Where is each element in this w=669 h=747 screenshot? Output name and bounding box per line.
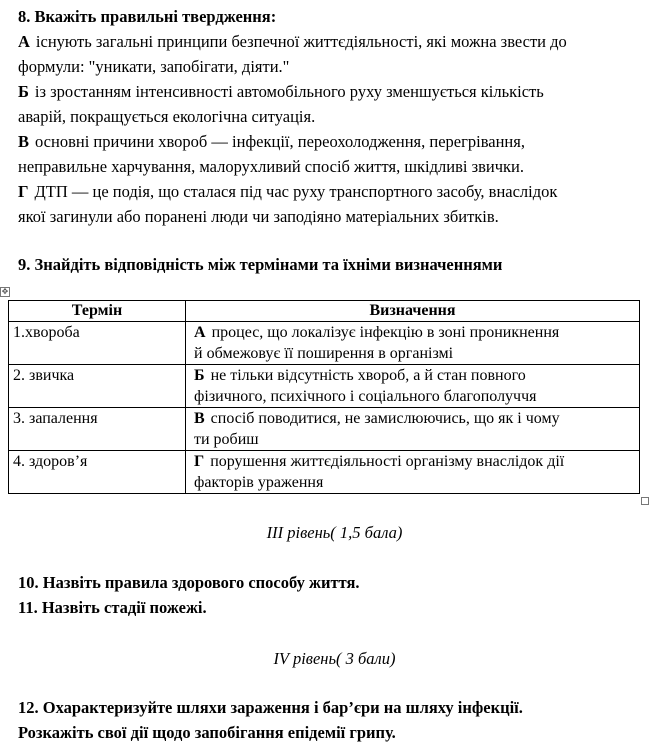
table-row <box>9 365 640 408</box>
definition-letter: Б <box>194 367 205 384</box>
definition-text: порушення життєдіяльності організму внаслідок дії <box>210 453 565 470</box>
question-12-line-1: 12. Охарактеризуйте шляхи зараження і бар’єри на шляху інфекції. <box>18 698 523 717</box>
option-text-cont: неправильне харчування, малорухливий спосіб життя, шкідливі звички. <box>18 157 524 176</box>
option-letter: А <box>18 32 30 51</box>
definition-cell <box>186 322 640 365</box>
q8-option-d <box>18 179 648 229</box>
definition-text-cont: фізичного, психічного і соціального благополуччя <box>194 388 537 405</box>
option-text-cont: якої загинули або поранені люди чи заподіяно матеріальних збитків. <box>18 207 499 226</box>
definition-letter: А <box>194 324 206 341</box>
definition-text-cont: й обмежовує її поширення в організмі <box>194 345 454 362</box>
option-text: основні причини хвороб — інфекції, переохолодження, перегрівання, <box>35 132 525 151</box>
level-3-heading: ІІІ рівень( 1,5 бала) <box>266 523 403 542</box>
question-8-title: 8. Вкажіть правильні твердження: <box>18 7 277 26</box>
definition-letter: Г <box>194 453 205 470</box>
matching-table <box>8 300 640 494</box>
table-row <box>9 451 640 494</box>
option-text-cont: формули: "уникати, запобігати, діяти." <box>18 57 290 76</box>
definition-cell <box>186 451 640 494</box>
term-cell: 2. звичка <box>9 365 186 408</box>
q8-option-b <box>18 79 648 129</box>
question-11: 11. Назвіть стадії пожежі. <box>18 598 207 617</box>
option-text: існують загальні принципи безпечної життєдіяльності, які можна звести до <box>35 32 567 51</box>
option-letter: Г <box>18 182 29 201</box>
question-9-title: 9. Знайдіть відповідність між термінами та їхніми визначеннями <box>18 255 503 274</box>
table-resize-handle[interactable] <box>641 497 649 505</box>
question-8-block <box>18 4 648 277</box>
definition-cell <box>186 365 640 408</box>
option-letter: Б <box>18 82 29 101</box>
definition-text-cont: ти робиш <box>194 431 259 448</box>
q8-option-c <box>18 129 648 179</box>
question-12-line-2: Розкажіть свої дії щодо запобігання епідемії грипу. <box>18 723 396 742</box>
option-text: із зростанням інтенсивності автомобільного руху зменшується кількість <box>34 82 544 101</box>
definition-text: спосіб поводитися, не замислюючись, що як і чому <box>210 410 560 427</box>
definition-text: не тільки відсутність хвороб, а й стан повного <box>210 367 526 384</box>
term-cell: 1.хвороба <box>9 322 186 365</box>
table-header-row <box>9 301 640 322</box>
definition-letter: В <box>194 410 205 427</box>
table-row <box>9 408 640 451</box>
column-header-definition: Визначення <box>186 301 640 322</box>
column-header-term: Термін <box>9 301 186 322</box>
q8-option-a <box>18 29 648 79</box>
term-cell: 3. запалення <box>9 408 186 451</box>
level-4-heading: IV рівень( 3 бали) <box>273 649 396 668</box>
table-move-handle-icon[interactable]: ✥ <box>1 287 9 296</box>
definition-text: процес, що локалізує інфекцію в зоні проникнення <box>211 324 560 341</box>
table-row <box>9 322 640 365</box>
term-cell: 4. здоров’я <box>9 451 186 494</box>
option-text-cont: аварій, покращується екологічна ситуація. <box>18 107 316 126</box>
question-10: 10. Назвіть правила здорового способу життя. <box>18 573 360 592</box>
definition-cell <box>186 408 640 451</box>
option-text: ДТП — це подія, що сталася під час руху транспортного засобу, внаслідок <box>34 182 558 201</box>
option-letter: В <box>18 132 30 151</box>
definition-text-cont: факторів ураження <box>194 474 324 491</box>
